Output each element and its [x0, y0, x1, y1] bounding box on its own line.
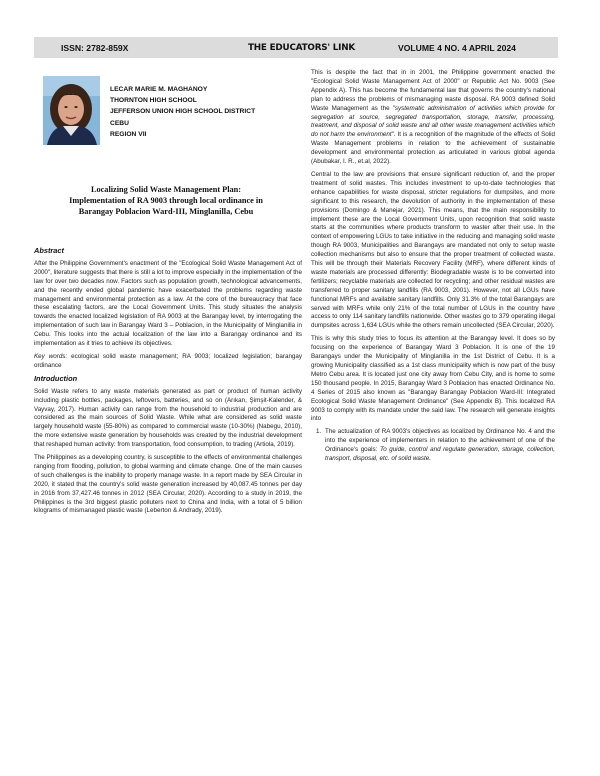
introduction-heading: Introduction	[34, 373, 78, 383]
title-line-2: Implementation of RA 9003 through local ordinance in	[69, 196, 263, 205]
title-line-1: Localizing Solid Waste Management Plan:	[90, 185, 242, 194]
abstract-heading: Abstract	[34, 246, 64, 255]
list-item-goal: To guide, control and regulate generation, storage, collection, transport, disposal, etc. of solid waste.	[325, 446, 556, 463]
list-item	[323, 428, 555, 464]
right-paragraph-3: This is why this study tries to focus its attention at the Barangay level. It does so by focusing on the experience of Barangay Ward 3 Poblacion. It is one of the 19 Barangays under the Municipality of Minglanilla in the 1st District of Cebu. It is a growing Municipality classified as a 1st class municipality which is now part of the busy Metro Cebu area. It is located just one city away from Cebu City, and is home to some 150 thousand people. In 2015, Barangay Ward 3 Poblacion has enacted Ordinance No. 4 Series of 2015 also known as "Barangay Barangay Poblacion Ward-III: Integrated Ecological Solid Waste Management Ordinance" (See Appendix B). This localized RA 9003 to comply with its mandate under the said law. The research will generate insights into	[311, 335, 555, 423]
journal-header	[34, 37, 558, 58]
keywords-text: ecological solid waste management; RA 9003; localized legislation; barangay ordinance	[34, 352, 302, 369]
author-school: THORNTON HIGH SCHOOL	[110, 97, 197, 105]
magazine-name: THE EDUCATORS' LINK	[247, 42, 356, 53]
issn: ISSN: 2782-859X	[61, 42, 129, 53]
list-item-text: The actualization of RA 9003's objectives as localized by Ordinance No. 4 and the into the experience of implementers in relation to the achievement of one of the Ordinance's goals:	[325, 428, 555, 454]
author-district: JEFFERSON UNION HIGH SCHOOL DISTRICT	[110, 108, 256, 116]
author-block	[110, 84, 255, 140]
author-city: CEBU	[110, 119, 129, 127]
right-column	[311, 69, 555, 464]
left-column	[34, 243, 302, 520]
author-photo	[43, 76, 100, 145]
author-portrait-image	[43, 76, 100, 145]
right-paragraph-1	[311, 69, 555, 167]
volume-info: VOLUME 4 NO. 4 APRIL 2024	[398, 42, 516, 53]
abstract-text: After the Philippine Government's enactment of the "Ecological Solid Waste Management Act of 2000", literature suggests that there is still a lot to improve especially in the implementation of the law for over two decades now. Factors such as population growth, technological advancements, and the recently ended global pandemic have exacerbated the problems regarding waste management and environmental protection as a law. At the core of the bureaucracy that face these escalating factors, are the Local Government Units. This study situates the analysis towards the enacted localized legislation of RA 9003 at the Barangay level, by interrogating the implementation of such law in Barangay Ward 3 – Poblacion, in the Municipality of Minglanilla in Cebu. This looks into the actual localization of the law into a Barangay ordinance and its implementation as it tries to achieve its objectives.	[34, 259, 302, 348]
introduction-paragraph-2: The Philippines as a developing country, is susceptible to the effects of environmental challenges ranging from flooding, pollution, to global warming and climate change. One of the main causes of such challenges is the inability to properly manage waste. In a report made by SEA Circular in 2020, it stated that the country's solid waste generation increased by 40,087.45 tonnes per day in 2016 from 37,427.46 tonnes in 2012 (SEA Circular, 2020). According to a study in 2019, the Philippines is the 3rd biggest plastic polluters next to China and India, with a total of 5 billion kilograms of mismanaged plastic waste (Leberton & Andrady, 2019).	[34, 454, 302, 515]
author-region: REGION VII	[110, 130, 147, 138]
article-title	[36, 184, 296, 217]
p1-text-a: This is despite the fact that in in 2001, the Philippine government enacted the "Ecological Solid Waste Management Act of 2000" or Republic Act No. 9003 (See Appendix A). This has become the fundamental law that governs the country's national plan to address the problems of mismanaging waste disposal. RA 9003 defined Solid Waste Management as the	[311, 69, 555, 112]
title-line-3: Barangay Poblacion Ward-III, Minglanilla, Cebu	[78, 207, 254, 216]
insights-list	[311, 428, 555, 464]
right-paragraph-2: Central to the law are provisions that ensure significant reduction of, and the proper treatment of solid wastes. This includes investment to up-to-date technologies that enhance capabilities for waste disposal, stricter regulations for dumpsites, and more significant to this research, the devolution of authority in the implementation of these provisions (Domingo & Manejar, 2021). This means, that the main responsibility to implement these are the Local Government Units, upon recognition that solid waste starts at the communities where products transform to waster after their use. In the context of empowering LGUs to take initiative in the reducing and managing solid waste though RA 9003, Municipalities and Barangays are mandated not only to setup waste collection mechanisms but also to ensure that the proper treatment of collected waste. This will be through their Materials Recovery Facility (MRF), where different kinds of waste materials are processed differently: Biodegradable waste is to be converted into fertilizers; recyclable materials are collected for recycling; and other residual wastes are transferred to proper sanitary landfills (RA 9003, 2001). However, not all LGUs have functional MRFs and available sanitary landfills. Only 31.3% of the total Barangays are served with MRFs while only 21% of the total number of LGUs in the country have access to only 114 sanitary landfills nationwide. Other wastes go to 379 operating illegal dumpsites across 1,634 LGUs while the others remain uncollected (SEA Circular, 2020).	[311, 170, 555, 330]
introduction-paragraph-1: Solid Waste refers to any waste materials generated as part or product of human activity including plastic bottles, packages, leftovers, batteries, and so on (Arıkan, Şimşit-Kalender, & Vayvay, 2017). Human activity can range from the household to industrial production and are considered as the main sources of Solid Waste. While what are considered as solid waste largely household waste (55-80%) as compared to commercial waste (10-30%) (Nabegu, 2010), the more extensive waste generation by households was created by the industrial development that reshaped human activity: from transportation, food consumption, to trading (Artiola, 2019).	[34, 387, 302, 449]
p1-text-c: It is a recognition of the magnitude of the effects of Solid Waste Management problems in relation to the achievement of sustainable development and environmental protection as articulated in various global agenda (Abubakar, I. R., et.al, 2022).	[311, 131, 555, 166]
p1-definition: "systematic administration of activities which provide for segregation at source, segregated transportation, storage, transfer, processing, treatment, and disposal of solid waste and all other waste management activities which do not harm the environment".	[311, 104, 556, 139]
author-name: LECAR MARIE M. MAGHANOY	[110, 86, 208, 93]
keywords-label: Key words:	[34, 352, 68, 360]
keywords	[34, 353, 302, 371]
